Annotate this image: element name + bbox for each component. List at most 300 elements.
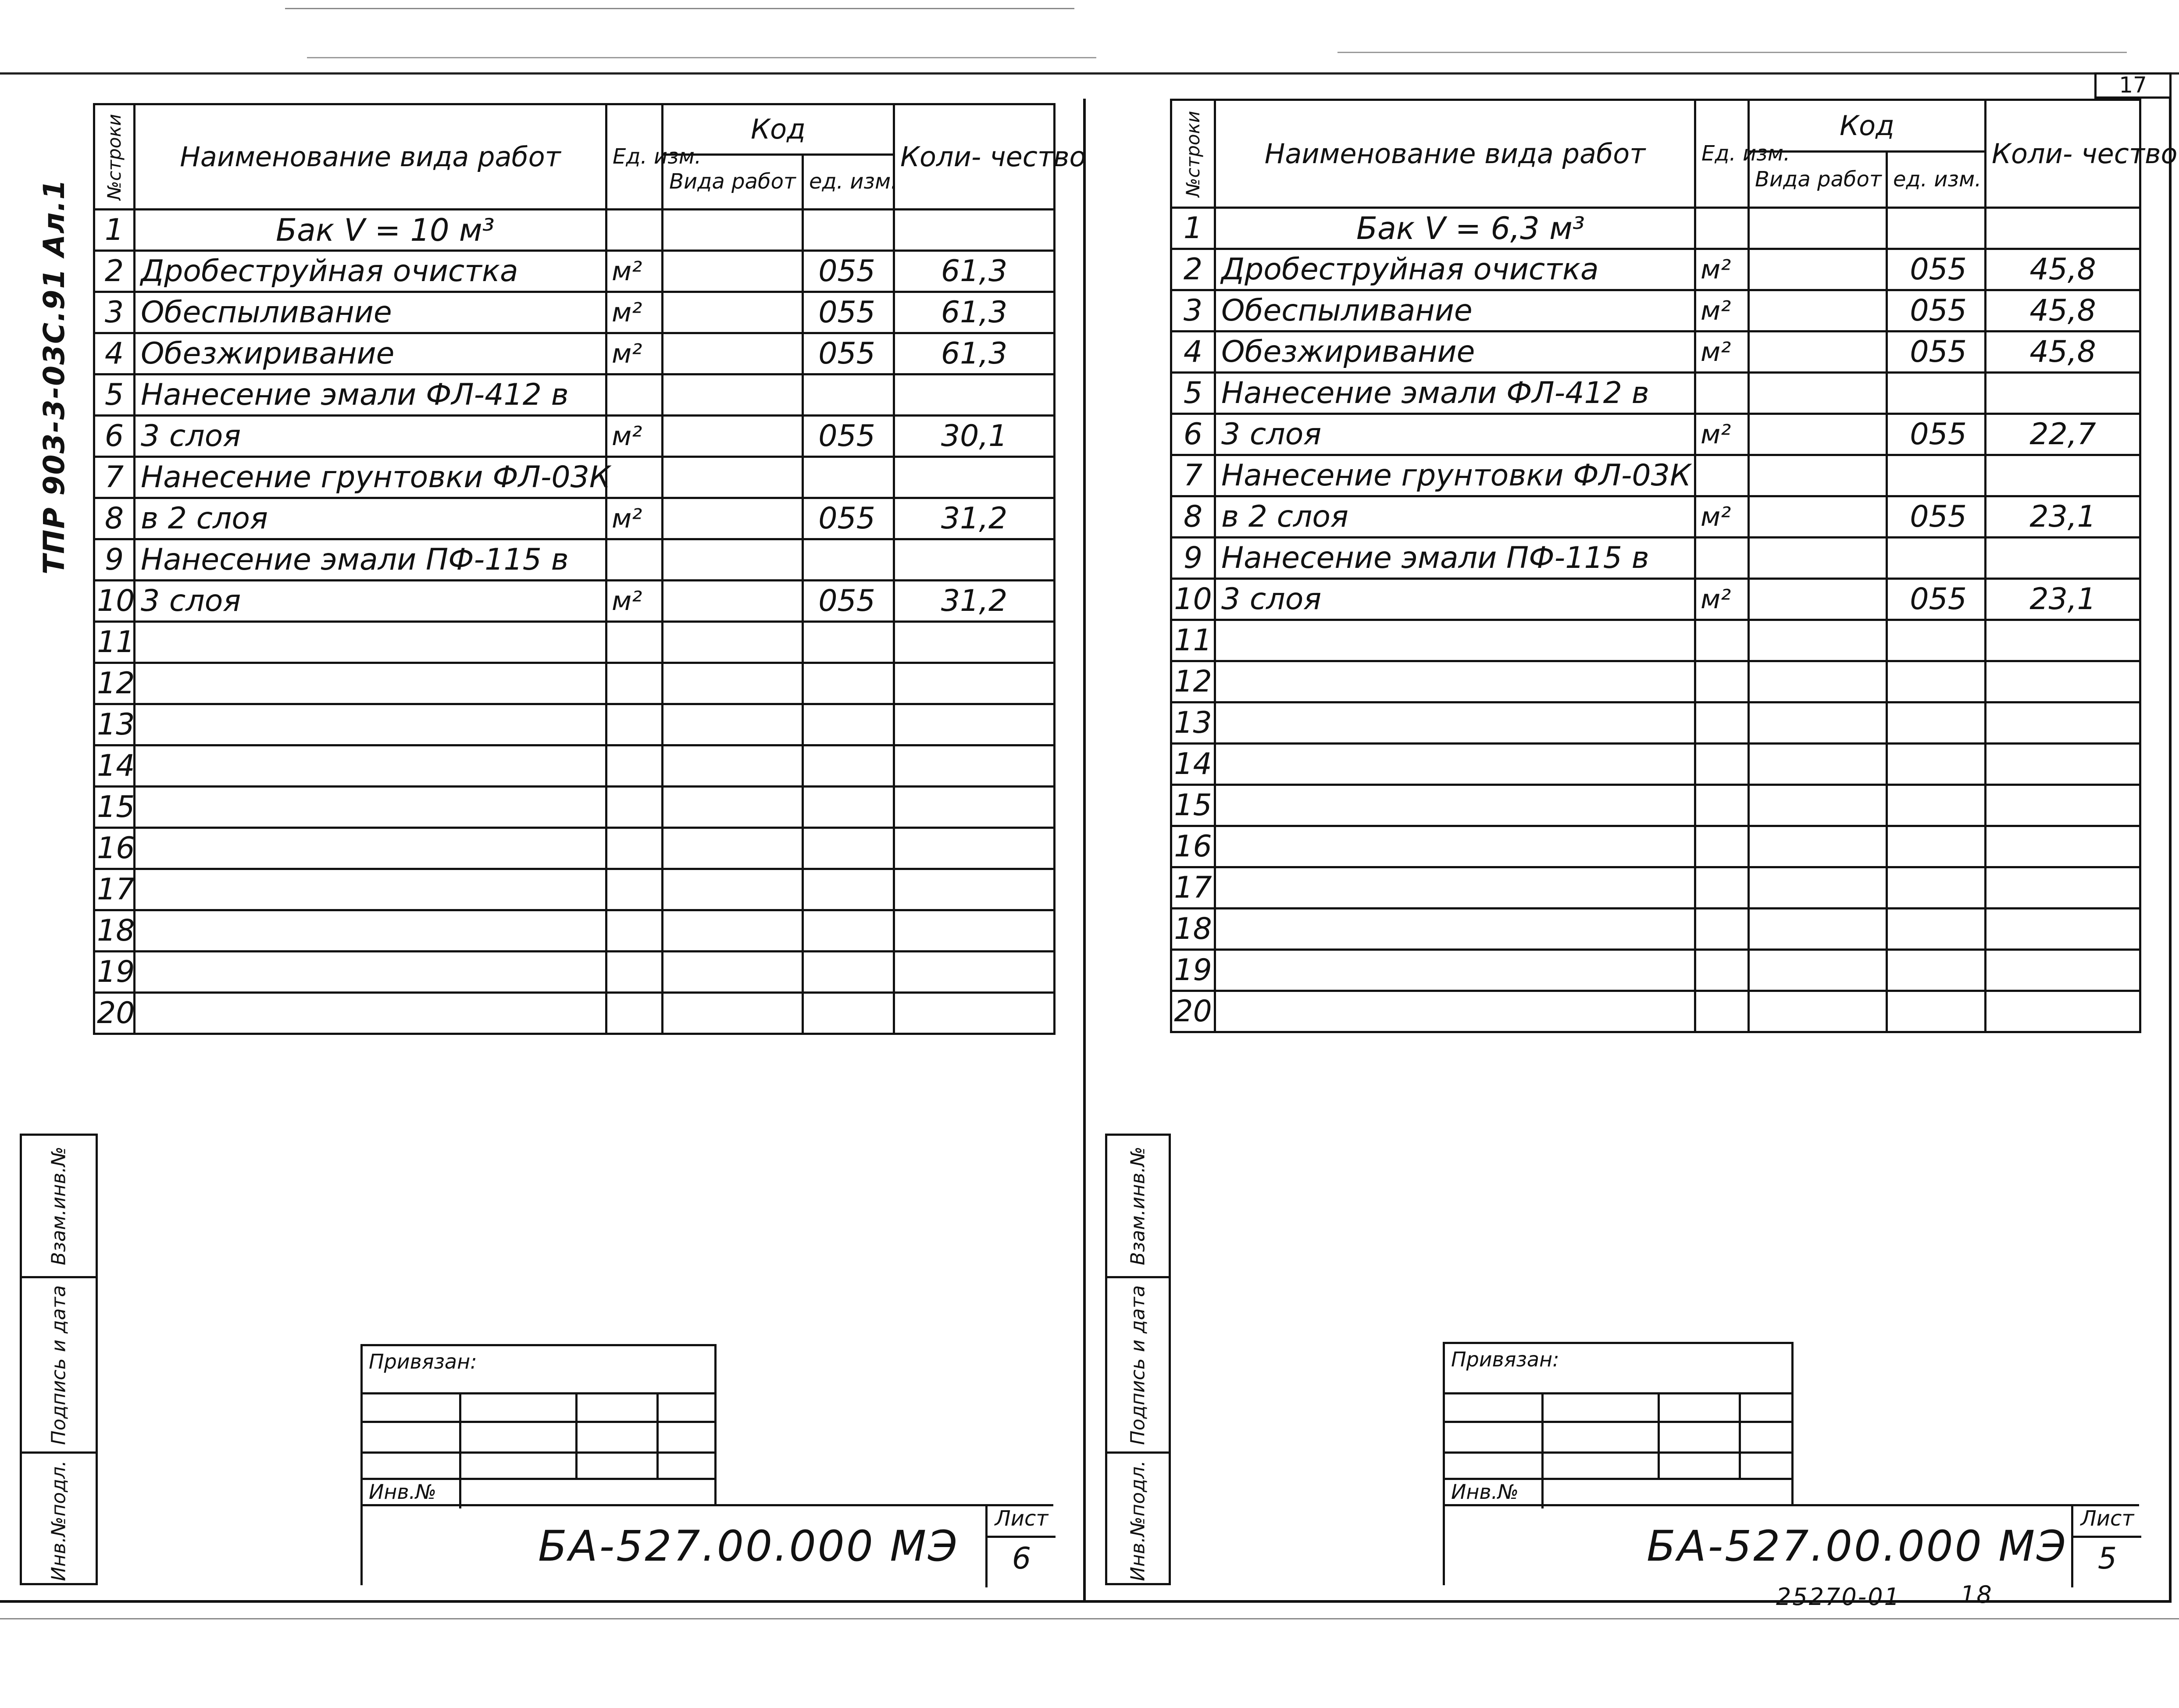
left-vertical-stamp	[20, 1134, 98, 1585]
right-title-block	[1443, 1504, 2139, 1585]
unit-cell: м²	[1695, 249, 1749, 290]
code-unit-cell: 055	[1887, 290, 1986, 332]
row-number-cell: 6	[1171, 414, 1215, 455]
row-number-cell: 10	[1171, 579, 1215, 620]
code-header: Код	[1749, 100, 1986, 152]
code-unit-header: ед. изм.	[803, 155, 894, 210]
row-number-cell: 13	[1171, 702, 1215, 744]
table-row	[1171, 702, 2140, 744]
table-row	[94, 993, 1055, 1034]
code-work-cell	[1749, 332, 1887, 373]
inv-orig-label: Инв.№подл.	[1127, 1460, 1149, 1581]
unit-cell	[1695, 826, 1749, 867]
code-unit-cell	[803, 539, 894, 581]
row-number-cell: 16	[1171, 826, 1215, 867]
table-row	[94, 210, 1055, 251]
work-name-cell	[1215, 702, 1695, 744]
sheet-number: 5	[2097, 1541, 2117, 1576]
code-work-cell	[663, 210, 803, 251]
work-name-cell: Обеспыливание	[1215, 290, 1695, 332]
quantity-cell	[894, 622, 1055, 663]
row-number-cell: 18	[1171, 909, 1215, 950]
code-work-cell	[1749, 208, 1887, 249]
code-work-cell	[663, 251, 803, 292]
work-name-cell	[135, 952, 606, 993]
unit-cell: м²	[1695, 332, 1749, 373]
row-number-cell: 4	[1171, 332, 1215, 373]
quantity-cell	[894, 952, 1055, 993]
unit-cell: м²	[606, 581, 663, 622]
row-number-cell: 1	[1171, 208, 1215, 249]
unit-cell	[606, 663, 663, 704]
table-row	[1171, 579, 2140, 620]
table-row	[94, 292, 1055, 333]
code-unit-cell	[1887, 455, 1986, 496]
work-name-cell	[1215, 620, 1695, 661]
code-work-cell	[663, 539, 803, 581]
unit-cell	[1695, 785, 1749, 826]
unit-cell	[606, 622, 663, 663]
inv-number-label: Инв.№	[369, 1480, 437, 1504]
table-row	[94, 869, 1055, 910]
quantity-cell	[894, 539, 1055, 581]
sheet-label: Лист	[2073, 1506, 2141, 1538]
quantity-cell	[894, 457, 1055, 498]
code-work-cell	[1749, 991, 1887, 1032]
table-row	[94, 581, 1055, 622]
row-number-cell: 20	[1171, 991, 1215, 1032]
row-number-cell: 7	[94, 457, 135, 498]
right-vertical-stamp	[1105, 1134, 1171, 1585]
unit-cell	[1695, 991, 1749, 1032]
work-name-cell: в 2 слоя	[1215, 496, 1695, 538]
unit-cell	[1695, 909, 1749, 950]
row-number-cell: 17	[94, 869, 135, 910]
work-name-cell	[135, 910, 606, 952]
table-row	[1171, 538, 2140, 579]
table-row	[94, 787, 1055, 828]
unit-cell: м²	[606, 333, 663, 374]
unit-cell	[606, 704, 663, 745]
code-work-cell	[663, 828, 803, 869]
row-number-cell: 3	[94, 292, 135, 333]
code-unit-cell: 055	[1887, 249, 1986, 290]
table-row	[1171, 414, 2140, 455]
quantity-cell	[894, 787, 1055, 828]
quantity-cell	[1986, 785, 2140, 826]
table-row	[1171, 744, 2140, 785]
table-row	[94, 663, 1055, 704]
table-row	[1171, 826, 2140, 867]
work-name-cell: Бак V = 10 м³	[135, 210, 606, 251]
row-number-cell: 2	[1171, 249, 1215, 290]
code-unit-cell: 055	[803, 251, 894, 292]
row-number-cell: 15	[1171, 785, 1215, 826]
code-work-cell	[663, 704, 803, 745]
row-number-cell: 14	[1171, 744, 1215, 785]
quantity-cell	[894, 374, 1055, 416]
table-row	[94, 251, 1055, 292]
sheet-number: 6	[1012, 1541, 1031, 1576]
row-number-cell: 18	[94, 910, 135, 952]
right-binding-block	[1443, 1342, 1794, 1506]
quantity-cell	[894, 828, 1055, 869]
code-unit-cell	[1887, 785, 1986, 826]
work-name-cell: Дробеструйная очистка	[1215, 249, 1695, 290]
table-row	[1171, 455, 2140, 496]
row-number-cell: 15	[94, 787, 135, 828]
right-work-table	[1170, 99, 2178, 1033]
unit-cell	[606, 828, 663, 869]
work-name-cell	[135, 745, 606, 787]
bound-label: Привязан:	[1451, 1348, 1559, 1371]
work-name-cell	[1215, 661, 1695, 702]
code-unit-cell	[1887, 661, 1986, 702]
unit-cell: м²	[606, 251, 663, 292]
code-work-cell	[663, 745, 803, 787]
quantity-cell	[894, 210, 1055, 251]
scan-line	[0, 1618, 2179, 1619]
quantity-cell	[1986, 909, 2140, 950]
code-unit-cell: 055	[803, 498, 894, 539]
quantity-cell	[1986, 826, 2140, 867]
work-name-cell	[1215, 867, 1695, 909]
work-name-cell: Обезжиривание	[135, 333, 606, 374]
unit-cell	[606, 910, 663, 952]
table-row	[1171, 208, 2140, 249]
code-unit-cell: 055	[1887, 579, 1986, 620]
scan-line	[307, 57, 1096, 58]
code-work-cell	[663, 416, 803, 457]
code-work-cell	[1749, 826, 1887, 867]
code-unit-cell: 055	[1887, 414, 1986, 455]
code-unit-cell	[1887, 373, 1986, 414]
code-unit-cell	[1887, 909, 1986, 950]
code-work-cell	[1749, 950, 1887, 991]
unit-cell	[1695, 867, 1749, 909]
quantity-cell	[894, 869, 1055, 910]
unit-cell	[1695, 744, 1749, 785]
sheet-box	[2071, 1506, 2141, 1587]
table-row	[94, 457, 1055, 498]
code-unit-cell: 055	[1887, 332, 1986, 373]
code-unit-cell	[1887, 991, 1986, 1032]
row-number-cell: 11	[94, 622, 135, 663]
code-work-cell	[1749, 455, 1887, 496]
quantity-cell	[1986, 950, 2140, 991]
code-unit-cell	[803, 869, 894, 910]
code-work-cell	[663, 457, 803, 498]
left-work-table	[93, 103, 1086, 1035]
quantity-cell	[1986, 702, 2140, 744]
table-row	[1171, 373, 2140, 414]
row-number-cell: 17	[1171, 867, 1215, 909]
code-unit-cell: 055	[803, 292, 894, 333]
code-work-cell	[663, 910, 803, 952]
corner-sheet-number: 17	[2094, 72, 2172, 99]
row-number-cell: 12	[94, 663, 135, 704]
work-name-cell	[135, 828, 606, 869]
table-row	[1171, 785, 2140, 826]
code-work-cell	[1749, 496, 1887, 538]
unit-cell	[1695, 455, 1749, 496]
sheet-label: Лист	[988, 1506, 1056, 1538]
left-binding-block	[360, 1344, 717, 1506]
code-unit-cell	[803, 704, 894, 745]
work-name-cell	[135, 663, 606, 704]
row-number-cell: 5	[94, 374, 135, 416]
table-row	[1171, 991, 2140, 1032]
table-row	[1171, 249, 2140, 290]
work-name-cell	[135, 993, 606, 1034]
code-work-cell	[1749, 661, 1887, 702]
table-row	[94, 374, 1055, 416]
table-row	[94, 952, 1055, 993]
row-number-cell: 12	[1171, 661, 1215, 702]
unit-cell: м²	[606, 498, 663, 539]
code-unit-cell	[1887, 620, 1986, 661]
code-work-cell	[1749, 290, 1887, 332]
code-work-header: Вида работ	[1749, 152, 1887, 208]
bound-label: Привязан:	[369, 1350, 477, 1373]
row-number-header: №строки	[1171, 100, 1215, 208]
row-number-cell: 19	[1171, 950, 1215, 991]
code-unit-header: ед. изм.	[1887, 152, 1986, 208]
quantity-cell: 61,3	[894, 292, 1055, 333]
work-name-cell: 3 слоя	[135, 581, 606, 622]
quantity-cell	[894, 993, 1055, 1034]
code-work-cell	[1749, 373, 1887, 414]
code-unit-cell: 055	[1887, 496, 1986, 538]
quantity-cell	[1986, 744, 2140, 785]
side-document-code: ТПР 903-3-03С.91 Ал.1	[37, 178, 71, 574]
code-unit-cell	[803, 952, 894, 993]
code-unit-cell	[803, 374, 894, 416]
work-name-cell: Обеспыливание	[135, 292, 606, 333]
table-row	[94, 416, 1055, 457]
row-number-cell: 9	[94, 539, 135, 581]
row-number-cell: 2	[94, 251, 135, 292]
quantity-cell	[1986, 867, 2140, 909]
designation: БА-527.00.000 МЭ	[1647, 1522, 2068, 1571]
unit-cell	[1695, 620, 1749, 661]
table-row	[94, 622, 1055, 663]
unit-cell	[606, 993, 663, 1034]
code-work-cell	[663, 993, 803, 1034]
row-number-cell: 10	[94, 581, 135, 622]
code-work-cell	[1749, 538, 1887, 579]
row-number-cell: 16	[94, 828, 135, 869]
code-unit-cell: 055	[803, 333, 894, 374]
unit-cell: м²	[1695, 496, 1749, 538]
work-name-cell: Обезжиривание	[1215, 332, 1695, 373]
row-number-cell: 4	[94, 333, 135, 374]
unit-cell	[606, 869, 663, 910]
code-work-cell	[1749, 867, 1887, 909]
table-row	[94, 910, 1055, 952]
quantity-cell	[1986, 991, 2140, 1032]
code-work-cell	[663, 787, 803, 828]
work-name-cell	[1215, 744, 1695, 785]
unit-cell	[1695, 208, 1749, 249]
code-unit-cell	[803, 910, 894, 952]
sign-date-label: Подпись и дата	[1127, 1285, 1149, 1445]
table-row	[1171, 290, 2140, 332]
unit-cell	[606, 210, 663, 251]
code-work-cell	[1749, 744, 1887, 785]
row-number-cell: 3	[1171, 290, 1215, 332]
work-name-cell: Бак V = 6,3 м³	[1215, 208, 1695, 249]
quantity-cell: 61,3	[894, 333, 1055, 374]
code-unit-cell	[803, 993, 894, 1034]
code-unit-cell	[1887, 867, 1986, 909]
table-row	[1171, 496, 2140, 538]
inv-number-label: Инв.№	[1451, 1480, 1519, 1504]
quantity-cell	[1986, 455, 2140, 496]
quantity-header: Коли- чество	[894, 104, 1055, 210]
row-number-cell: 20	[94, 993, 135, 1034]
unit-cell	[606, 952, 663, 993]
work-name-cell	[135, 787, 606, 828]
work-name-cell: Нанесение эмали ПФ-115 в	[135, 539, 606, 581]
designation: БА-527.00.000 МЭ	[538, 1522, 959, 1571]
quantity-cell	[894, 663, 1055, 704]
work-name-cell: в 2 слоя	[135, 498, 606, 539]
quantity-cell	[894, 745, 1055, 787]
code-unit-cell	[1887, 208, 1986, 249]
work-name-cell	[1215, 950, 1695, 991]
work-name-cell: Нанесение эмали ФЛ-412 в	[1215, 373, 1695, 414]
code-work-cell	[663, 869, 803, 910]
work-name-cell	[1215, 826, 1695, 867]
code-work-cell	[663, 374, 803, 416]
unit-cell	[1695, 538, 1749, 579]
quantity-cell: 23,1	[1986, 496, 2140, 538]
work-name-cell	[1215, 909, 1695, 950]
work-name-header: Наименование вида работ	[135, 104, 606, 210]
table-row	[1171, 950, 2140, 991]
table-row	[94, 498, 1055, 539]
unit-cell: м²	[1695, 414, 1749, 455]
code-work-cell	[663, 622, 803, 663]
table-row	[1171, 620, 2140, 661]
scan-line	[285, 8, 1074, 9]
quantity-cell	[1986, 373, 2140, 414]
row-number-header: №строки	[94, 104, 135, 210]
left-title-block	[360, 1504, 1053, 1585]
work-name-cell: Нанесение грунтовки ФЛ-03К	[135, 457, 606, 498]
row-number-cell: 5	[1171, 373, 1215, 414]
unit-cell	[606, 539, 663, 581]
scan-line	[1337, 52, 2127, 53]
code-work-cell	[663, 333, 803, 374]
code-work-cell	[1749, 249, 1887, 290]
code-work-cell	[1749, 909, 1887, 950]
code-unit-cell	[1887, 950, 1986, 991]
inv-orig-label: Инв.№подл.	[47, 1460, 70, 1581]
code-work-cell	[1749, 414, 1887, 455]
unit-cell	[1695, 950, 1749, 991]
quantity-cell: 22,7	[1986, 414, 2140, 455]
archive-page: 18	[1960, 1581, 1993, 1608]
work-name-cell: 3 слоя	[1215, 579, 1695, 620]
table-row	[1171, 909, 2140, 950]
quantity-cell	[1986, 620, 2140, 661]
unit-cell	[1695, 373, 1749, 414]
table-row	[1171, 661, 2140, 702]
quantity-cell: 45,8	[1986, 290, 2140, 332]
code-unit-cell	[803, 457, 894, 498]
code-unit-cell	[803, 210, 894, 251]
table-row	[94, 745, 1055, 787]
table-row	[94, 704, 1055, 745]
code-unit-cell	[1887, 702, 1986, 744]
unit-cell	[1695, 661, 1749, 702]
code-work-cell	[1749, 702, 1887, 744]
row-number-cell: 8	[94, 498, 135, 539]
row-number-cell: 13	[94, 704, 135, 745]
unit-header: Ед. изм.	[1695, 100, 1749, 208]
table-row	[94, 539, 1055, 581]
code-work-header: Вида работ	[663, 155, 803, 210]
archive-number: 25270-01	[1776, 1583, 1901, 1611]
work-name-cell	[1215, 785, 1695, 826]
scan-line	[0, 72, 2179, 75]
row-number-cell: 19	[94, 952, 135, 993]
quantity-cell: 30,1	[894, 416, 1055, 457]
vzam-label: Взам.инв.№	[1127, 1146, 1149, 1266]
unit-cell: м²	[1695, 579, 1749, 620]
quantity-cell	[894, 704, 1055, 745]
code-unit-cell	[1887, 744, 1986, 785]
quantity-cell: 61,3	[894, 251, 1055, 292]
code-unit-cell	[803, 745, 894, 787]
code-header: Код	[663, 104, 894, 155]
quantity-header: Коли- чество	[1986, 100, 2140, 208]
code-unit-cell	[803, 622, 894, 663]
row-number-cell: 6	[94, 416, 135, 457]
work-name-cell: 3 слоя	[1215, 414, 1695, 455]
unit-cell: м²	[606, 416, 663, 457]
code-unit-cell	[1887, 826, 1986, 867]
code-work-cell	[1749, 579, 1887, 620]
code-work-cell	[663, 952, 803, 993]
quantity-cell	[894, 910, 1055, 952]
quantity-cell	[1986, 538, 2140, 579]
code-work-cell	[663, 292, 803, 333]
unit-cell	[1695, 702, 1749, 744]
code-unit-cell	[1887, 538, 1986, 579]
work-name-cell	[135, 869, 606, 910]
unit-cell: м²	[1695, 290, 1749, 332]
row-number-cell: 8	[1171, 496, 1215, 538]
code-work-cell	[1749, 785, 1887, 826]
table-row	[94, 828, 1055, 869]
quantity-cell: 45,8	[1986, 249, 2140, 290]
sign-date-label: Подпись и дата	[47, 1285, 70, 1445]
table-row	[1171, 332, 2140, 373]
work-name-cell	[135, 704, 606, 745]
vzam-label: Взам.инв.№	[47, 1146, 70, 1266]
row-number-cell: 11	[1171, 620, 1215, 661]
code-unit-cell: 055	[803, 581, 894, 622]
table-row	[94, 333, 1055, 374]
unit-header: Ед. изм.	[606, 104, 663, 210]
unit-cell: м²	[606, 292, 663, 333]
unit-cell	[606, 787, 663, 828]
quantity-cell: 23,1	[1986, 579, 2140, 620]
quantity-cell: 45,8	[1986, 332, 2140, 373]
